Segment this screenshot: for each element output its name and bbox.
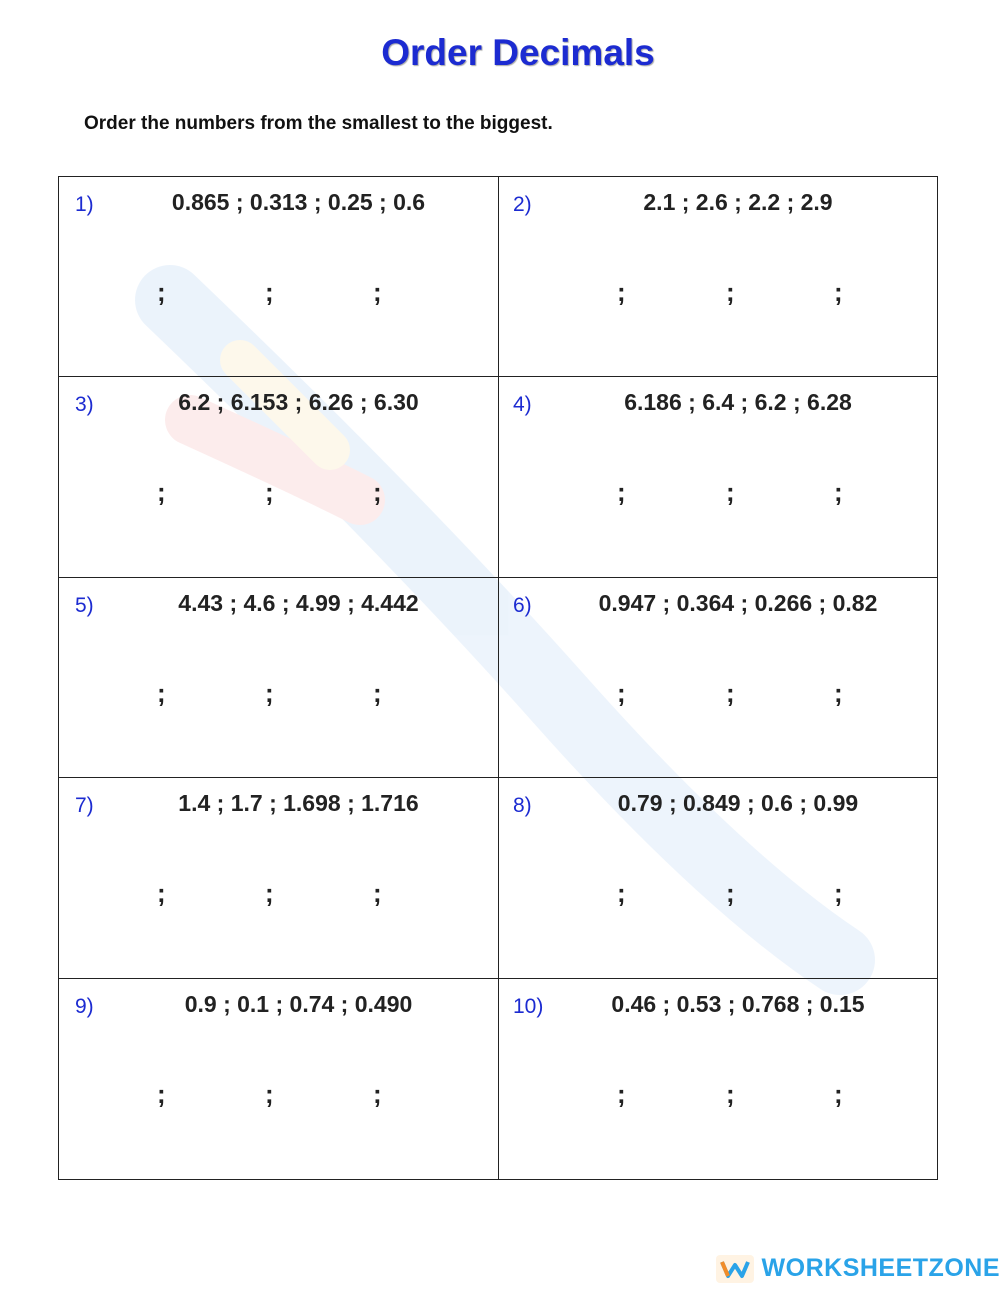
problem-cell <box>59 979 499 1179</box>
problem-numbers: 2.1 ; 2.6 ; 2.2 ; 2.9 <box>643 189 833 215</box>
answer-separator: ; <box>834 677 843 708</box>
problem-numbers: 6.2 ; 6.153 ; 6.26 ; 6.30 <box>178 389 419 416</box>
w-letter-icon <box>716 1255 754 1283</box>
problem-numbers: 4.43 ; 4.6 ; 4.99 ; 4.442 <box>178 589 419 616</box>
answer-separator: ; <box>726 277 735 307</box>
problem-cell <box>499 377 937 577</box>
answer-separator: ; <box>373 878 382 909</box>
problem-number: 3) <box>75 393 94 417</box>
answer-separator: ; <box>617 677 626 708</box>
answer-separator: ; <box>265 477 274 508</box>
answer-separator: ; <box>265 277 274 307</box>
problem-cell <box>59 578 499 778</box>
problem-numbers: 0.9 ; 0.1 ; 0.74 ; 0.490 <box>184 990 413 1017</box>
answer-separator: ; <box>834 1078 843 1109</box>
problem-cell <box>499 177 937 377</box>
problem-cell <box>59 177 499 377</box>
answer-separator: ; <box>157 277 166 307</box>
problem-number: 2) <box>513 193 532 216</box>
problem-number: 7) <box>75 794 94 818</box>
problem-numbers: 0.865 ; 0.313 ; 0.25 ; 0.6 <box>171 189 426 215</box>
problem-grid <box>58 176 938 1180</box>
problem-numbers: 0.79 ; 0.849 ; 0.6 ; 0.99 <box>617 790 859 817</box>
answer-separator: ; <box>726 677 735 708</box>
problem-number: 5) <box>75 593 94 617</box>
problem-cell <box>499 578 937 778</box>
answer-separator: ; <box>617 878 626 909</box>
answer-separator: ; <box>726 1078 735 1109</box>
answer-separator: ; <box>834 878 843 909</box>
problem-number: 4) <box>513 393 532 417</box>
answer-separator: ; <box>373 677 382 708</box>
answer-separator: ; <box>157 677 166 708</box>
problem-number: 8) <box>513 794 532 818</box>
problem-numbers: 1.4 ; 1.7 ; 1.698 ; 1.716 <box>178 790 419 817</box>
problem-cell <box>59 377 499 577</box>
page-title: Order Decimals <box>381 32 655 73</box>
problem-number: 10) <box>513 994 544 1018</box>
problem-numbers: 0.947 ; 0.364 ; 0.266 ; 0.82 <box>598 589 878 616</box>
instructions: Order the numbers from the smallest to the biggest. <box>84 113 553 134</box>
answer-separator: ; <box>265 878 274 909</box>
worksheetzone-logo[interactable] <box>716 1254 1000 1283</box>
answer-separator: ; <box>373 1078 382 1109</box>
problem-number: 9) <box>75 994 94 1018</box>
answer-separator: ; <box>617 1078 626 1109</box>
answer-separator: ; <box>834 277 843 307</box>
answer-separator: ; <box>834 477 843 508</box>
answer-separator: ; <box>265 677 274 708</box>
problem-cell <box>499 778 937 978</box>
problem-number: 6) <box>513 593 532 617</box>
answer-separator: ; <box>265 1078 274 1109</box>
problem-cell <box>499 979 937 1179</box>
answer-separator: ; <box>726 878 735 909</box>
answer-separator: ; <box>617 277 626 307</box>
logo-text: WORKSHEETZONE <box>761 1254 1000 1282</box>
answer-separator: ; <box>617 477 626 508</box>
answer-separator: ; <box>157 477 166 508</box>
problem-numbers: 6.186 ; 6.4 ; 6.2 ; 6.28 <box>624 389 852 416</box>
answer-separator: ; <box>157 878 166 909</box>
problem-numbers: 0.46 ; 0.53 ; 0.768 ; 0.15 <box>611 990 865 1017</box>
answer-separator: ; <box>373 277 382 307</box>
answer-separator: ; <box>373 477 382 508</box>
problem-cell <box>59 778 499 978</box>
answer-separator: ; <box>157 1078 166 1109</box>
problem-number: 1) <box>75 193 94 216</box>
answer-separator: ; <box>726 477 735 508</box>
